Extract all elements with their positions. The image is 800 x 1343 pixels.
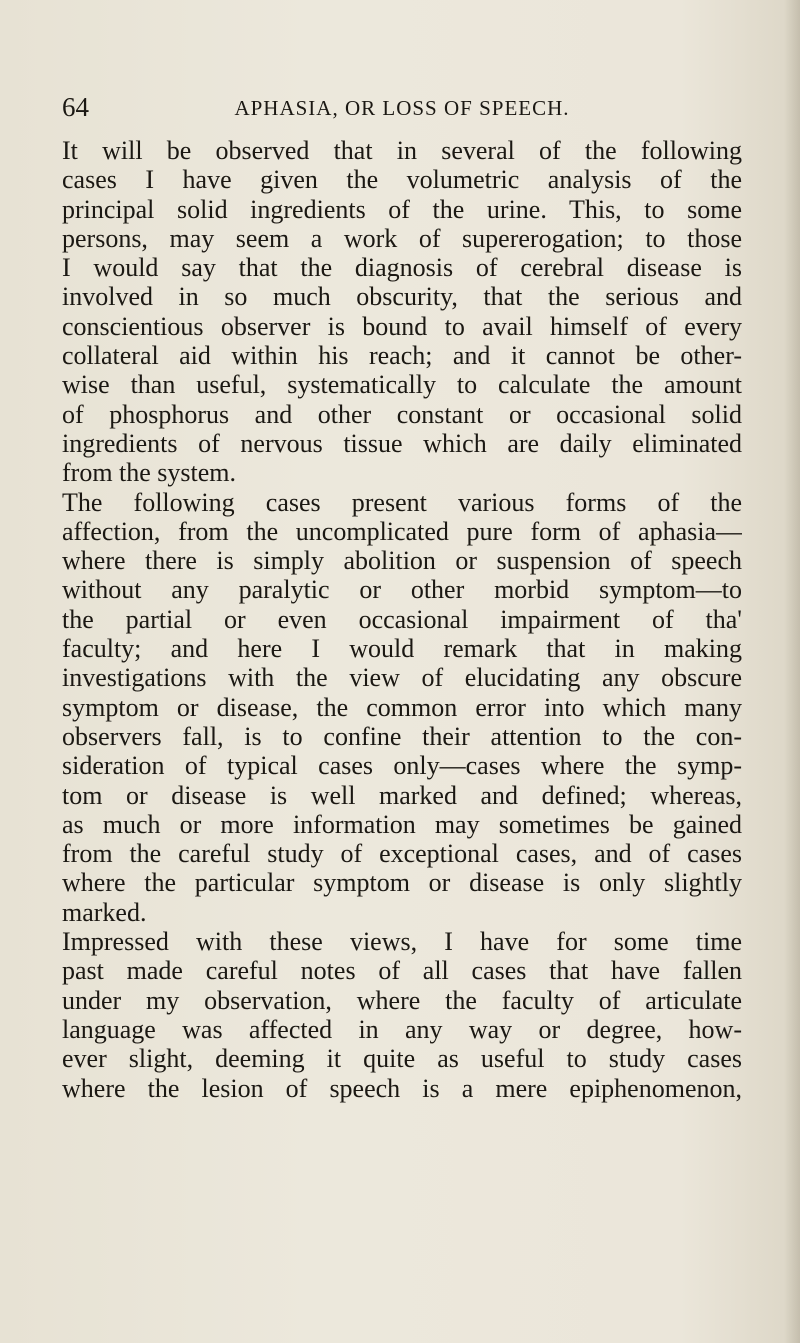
text-line: wise than useful, systematically to calculate the amount [62,370,742,400]
page-edge-shadow [784,0,800,1343]
text-line: marked. [62,897,147,927]
text-line: The following cases present various forms of the [62,487,742,517]
text-line: symptom or disease, the common error into which many [62,692,742,722]
text-line: collateral aid within his reach; and it cannot be other- [62,341,742,371]
text-line: cases I have given the volumetric analysis of the [62,165,742,195]
text-line: observers fall, is to confine their attention to the con- [62,721,742,751]
text-line: from the system. [62,458,237,488]
text-line: investigations with the view of elucidating any obscure [62,663,742,693]
text-line: under my observation, where the faculty of articulate [62,985,742,1015]
text-line: as much or more information may sometimes be gained [62,809,742,839]
text-line: of phosphorus and other constant or occasional solid [62,399,742,429]
text-line: where the lesion of speech is a mere epiphenomenon, [62,1073,742,1103]
text-line: sideration of typical cases only—cases where the symp- [62,751,742,781]
text-line: from the careful study of exceptional cases, and of cases [62,839,742,869]
text-line: where there is simply abolition or suspension of speech [62,546,742,576]
text-line: past made careful notes of all cases that have fallen [62,956,742,986]
text-line: It will be observed that in several of the following [62,136,742,165]
text-line: involved in so much obscurity, that the serious and [62,282,742,312]
text-line: language was affected in any way or degree, how- [62,1014,742,1044]
text-line: I would say that the diagnosis of cerebral disease is [62,253,742,283]
text-line: Impressed with these views, I have for some time [62,927,742,957]
text-line: ingredients of nervous tissue which are daily eliminated [62,428,742,458]
text-line: faculty; and here I would remark that in making [62,634,742,664]
text-line: persons, may seem a work of supererogation; to those [62,223,742,253]
text-line: the partial or even occasional impairment of tha' [62,604,742,634]
page-header [62,90,742,124]
page-number: 64 [62,92,89,122]
text-line: without any paralytic or other morbid symptom—to [62,575,742,605]
running-head: APHASIA, OR LOSS OF SPEECH. [234,96,570,120]
text-line: affection, from the uncomplicated pure form of aphasia— [62,516,742,546]
text-line: where the particular symptom or disease is only slightly [62,868,742,898]
text-line: principal solid ingredients of the urine. This, to some [62,194,742,224]
text-line: tom or disease is well marked and defined; whereas, [62,780,742,810]
text-line: ever slight, deeming it quite as useful to study cases [62,1044,742,1074]
body-text [62,136,742,1103]
text-line: conscientious observer is bound to avail himself of every [62,311,742,341]
